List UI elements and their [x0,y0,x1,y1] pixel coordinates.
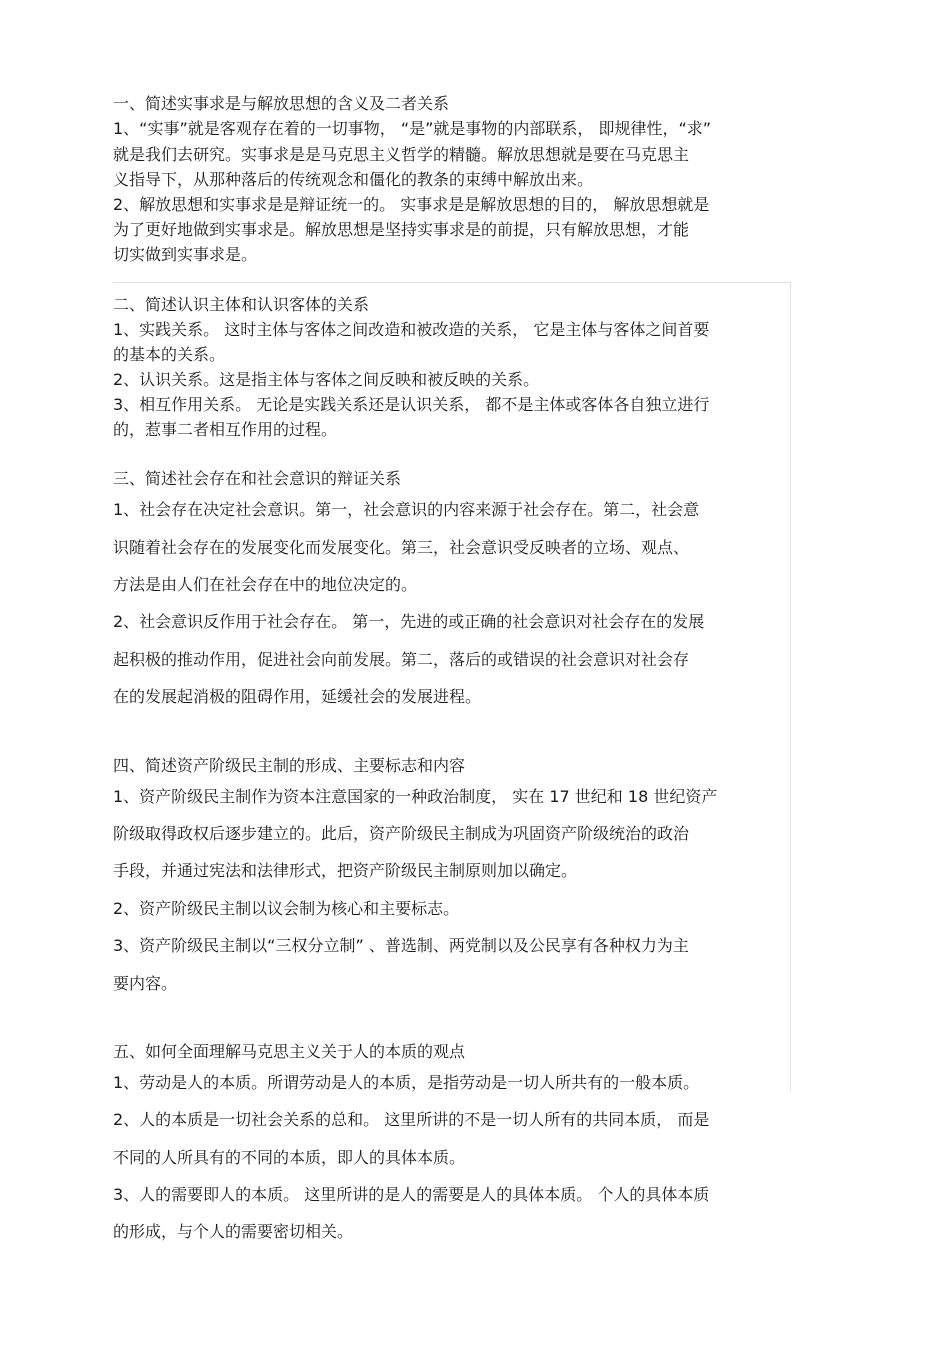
paragraph-line: 1、资产阶级民主制作为资本注意国家的一种政治制度， 实在 17 世纪和 18 世纪资产 [113,787,718,806]
section-heading: 一、简述实事求是与解放思想的含义及二者关系 [113,94,450,113]
paragraph-line: 2、社会意识反作用于社会存在。 第一，先进的或正确的社会意识对社会存在的发展 [113,612,705,631]
paragraph-line: 1、劳动是人的本质。所谓劳动是人的本质，是指劳动是一切人所共有的一般本质。 [113,1073,700,1092]
section-heading: 二、简述认识主体和认识客体的关系 [113,295,370,314]
paragraph-line: 不同的人所具有的不同的本质，即人的具体本质。 [113,1148,466,1167]
paragraph-line: 3、人的需要即人的本质。 这里所讲的是人的需要是人的具体本质。 个人的具体本质 [113,1185,710,1204]
paragraph-line: 1、“实事”就是客观存在着的一切事物， “是”就是事物的内部联系， 即规律性，“求” [113,119,712,138]
section-heading: 五、如何全面理解马克思主义关于人的本质的观点 [113,1042,466,1061]
paragraph-line: 要内容。 [113,974,178,993]
paragraph-line: 在的发展起消极的阻碍作用，延缓社会的发展进程。 [113,687,482,706]
paragraph-line: 的形成，与个人的需要密切相关。 [113,1222,354,1241]
paragraph-line: 方法是由人们在社会存在中的地位决定的。 [113,575,418,594]
paragraph-line: 切实做到实事求是。 [113,245,258,264]
paragraph-line: 为了更好地做到实事求是。解放思想是坚持实事求是的前提，只有解放思想，才能 [113,220,690,239]
paragraph-line: 2、资产阶级民主制以议会制为核心和主要标志。 [113,899,460,918]
section-heading: 三、简述社会存在和社会意识的辩证关系 [113,469,402,488]
paragraph-line: 3、相互作用关系。 无论是实践关系还是认识关系， 都不是主体或客体各自独立进行 [113,395,710,414]
paragraph-line: 2、解放思想和实事求是是辩证统一的。 实事求是是解放思想的目的， 解放思想就是 [113,195,710,214]
paragraph-line: 义指导下，从那种落后的传统观念和僵化的教条的束缚中解放出来。 [113,170,594,189]
paragraph-line: 的基本的关系。 [113,345,226,364]
paragraph-line: 的，惹事二者相互作用的过程。 [113,420,338,439]
paragraph-line: 识随着社会存在的发展变化而发展变化。第三，社会意识受反映者的立场、观点、 [113,538,690,557]
paragraph-line: 阶级取得政权后逐步建立的。此后，资产阶级民主制成为巩固资产阶级统治的政治 [113,824,690,843]
paragraph-line: 1、社会存在决定社会意识。第一，社会意识的内容来源于社会存在。第二，社会意 [113,500,700,519]
paragraph-line: 3、资产阶级民主制以“三权分立制” 、普选制、两党制以及公民享有各种权力为主 [113,936,689,955]
section-heading: 四、简述资产阶级民主制的形成、主要标志和内容 [113,756,466,775]
paragraph-line: 2、认识关系。这是指主体与客体之间反映和被反映的关系。 [113,370,540,389]
paragraph-line: 1、实践关系。 这时主体与客体之间改造和被改造的关系， 它是主体与客体之间首要 [113,320,710,339]
paragraph-line: 起积极的推动作用，促进社会向前发展。第二，落后的或错误的社会意识对社会存 [113,650,690,669]
paragraph-line: 手段，并通过宪法和法律形式，把资产阶级民主制原则加以确定。 [113,861,578,880]
paragraph-line: 2、人的本质是一切社会关系的总和。 这里所讲的不是一切人所有的共同本质， 而是 [113,1110,710,1129]
paragraph-line: 就是我们去研究。实事求是是马克思主义哲学的精髓。解放思想就是要在马克思主 [113,145,690,164]
